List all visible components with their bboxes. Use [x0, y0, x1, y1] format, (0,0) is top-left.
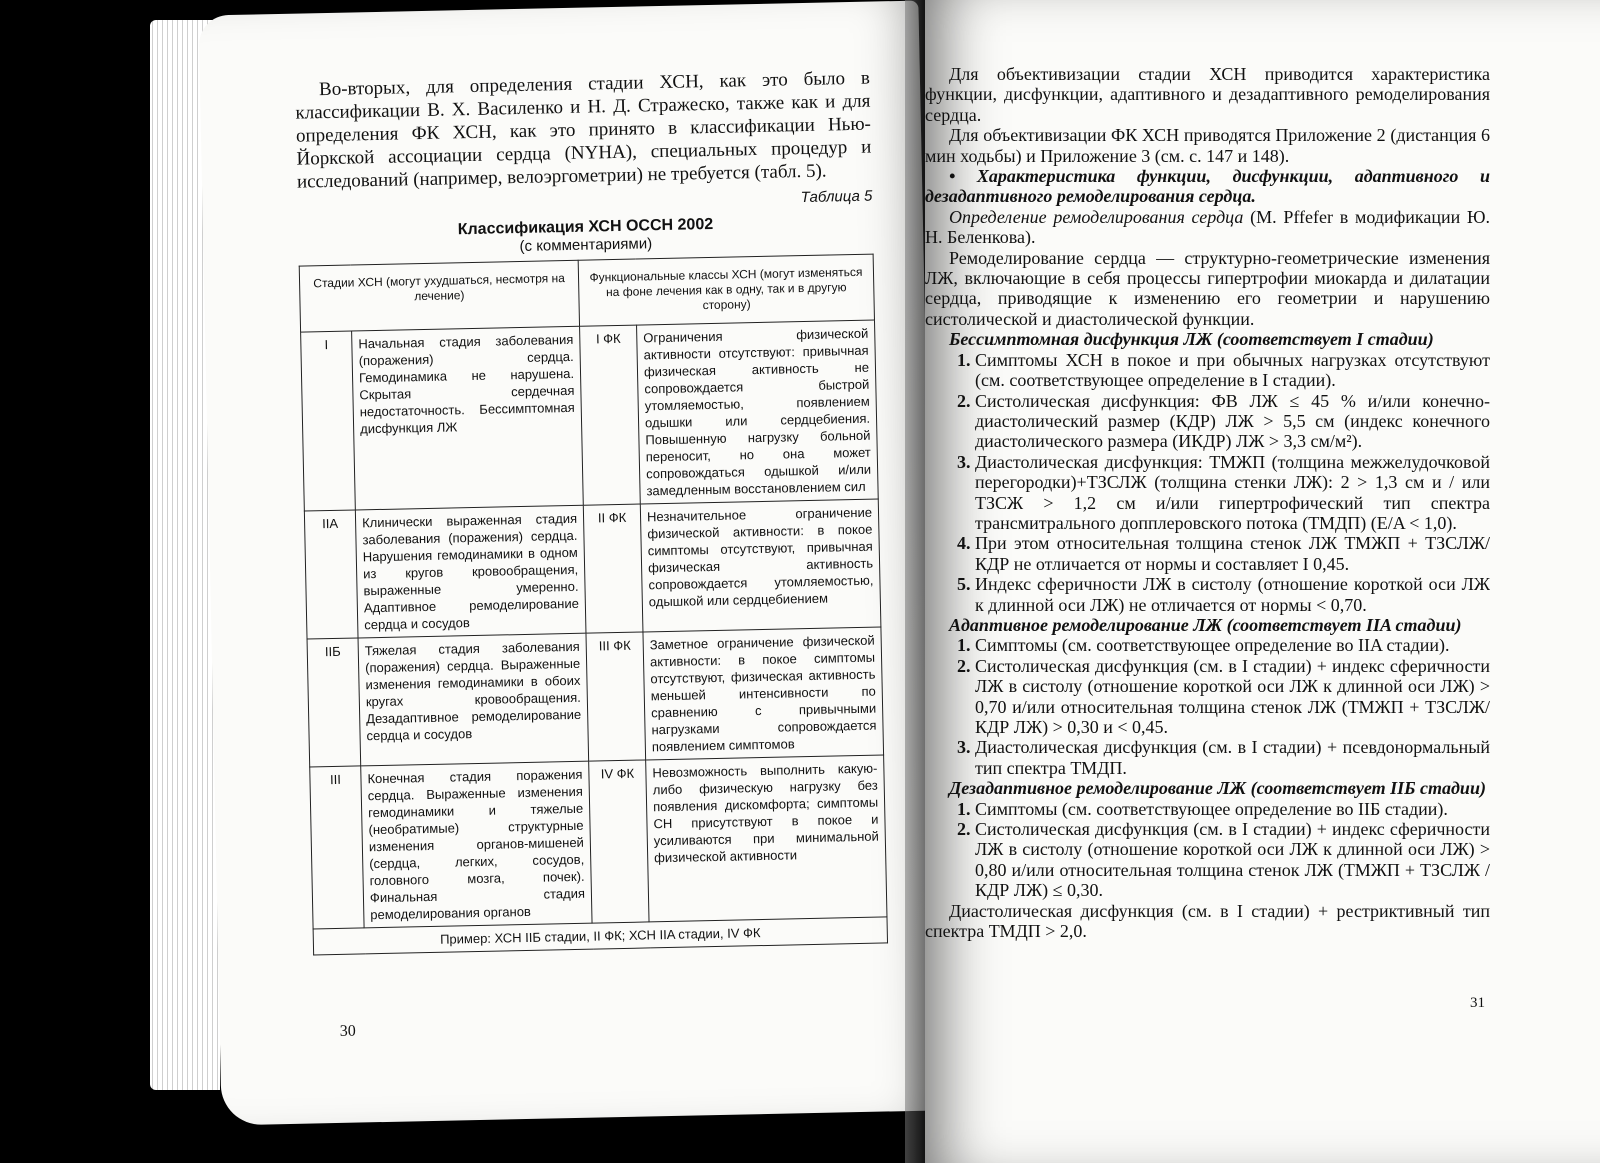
table-row: [304, 499, 881, 639]
table-row: [301, 320, 879, 511]
paragraph-diastolic-restrictive: Диастолическая дисфункция (см. в I стадии) + рестриктивный тип спектра ТМДП > 2,0.: [925, 900, 1490, 942]
table-subtitle: (с комментариями): [519, 235, 653, 255]
list-item: 5. Индекс сферичности ЛЖ в систолу (отношение короткой оси ЛЖ к длинной оси ЛЖ) не отличается от нормы < 0,70.: [975, 574, 1490, 615]
heading-asymptomatic-dysfunction: Бессимптомная дисфункция ЛЖ (соответствует I стадии): [949, 329, 1434, 350]
fc-description: Незначительное ограничение физической активности: в покое симптомы отсутствуют, привычная физическая активность сопровождается утомляемостью, одышкой или сердцебиением: [640, 499, 881, 632]
heading-adaptive-remodeling: Адаптивное ремоделирование ЛЖ (соответствует IIA стадии): [949, 614, 1462, 635]
stage-description: Клинически выраженная стадия заболевания (поражения) сердца. Нарушения гемодинамики в одном из кругов кровообращения, выраженные умеренно. Адаптивное ремоделирование сердца и сосудов: [355, 505, 586, 638]
definition-source: (M. Pffefer в модификации Ю. Н. Беленкова).: [925, 206, 1490, 248]
table-title: Классификация ХСН ОССН 2002: [457, 215, 714, 239]
left-page: [198, 1, 941, 1126]
table-row: [310, 755, 887, 929]
heading-maladaptive-remodeling: Дезадаптивное ремоделирование ЛЖ (соответствует IIБ стадии): [949, 778, 1486, 799]
page-number-left: 30: [339, 1022, 356, 1040]
list-item: 1. Симптомы ХСН в покое и при обычных нагрузках отсутствуют (см. соответствующее определение в I стадии).: [975, 350, 1490, 391]
fc-description: Невозможность выполнить какую-либо физическую нагрузку без появления дискомфорта; симптомы СН присутствуют в покое и усиливаются при минимальной физической активности: [646, 755, 887, 922]
right-page-content: [925, 64, 1490, 941]
fc-code: IV ФК: [589, 760, 649, 923]
left-page-content: [295, 67, 888, 956]
stage-code: IIБ: [307, 638, 361, 767]
stage-code: IIA: [304, 510, 358, 639]
fc-description: Ограничения физической активности отсутствуют: привычная физическая активность не сопровождается быстрой утомляемостью, появлением одышки или сердцебиения. Повышенную нагрузку больной переносит, но она может сопровождаться одышкой и/или замедленным восстановлением сил: [637, 320, 879, 504]
list-maladaptive: [925, 799, 1490, 901]
list-adaptive: [925, 635, 1490, 778]
stage-description: Тяжелая стадия заболевания (поражения) сердца. Выраженные изменения гемодинамики в обоих кругах кровообращения. Дезадаптивное ремоделирование сердца и сосудов: [358, 633, 589, 766]
fc-code: III ФК: [586, 632, 646, 761]
paragraph-remodeling-definition: [925, 207, 1490, 248]
list-item: 1. Симптомы (см. соответствующее определение во IIБ стадии).: [975, 799, 1490, 819]
definition-term: Определение ремоделирования сердца: [949, 206, 1244, 227]
intro-paragraph: Во-вторых, для определения стадии ХСН, как это было в классификации В. Х. Василенко и Н. Д. Стражеско, также как и для определения ФК ХСН, как это принято в классификации Нью-Йоркской ассоциации сердца (NYHA), специальных процедур и исследований (например, велоэргометрии) не требуется (табл. 5).: [295, 67, 872, 193]
list-asymptomatic: [925, 350, 1490, 615]
header-functional-classes: Функциональные классы ХСН (могут изменяться на фоне лечения как в одну, так и в другую сторону): [578, 254, 874, 326]
list-item: 3. Диастолическая дисфункция (см. в I стадии) + псевдонормальный тип спектра ТМДП.: [975, 737, 1490, 778]
table-caption: Таблица 5: [800, 187, 873, 207]
list-item: 2. Систолическая дисфункция (см. в I стадии) + индекс сферичности ЛЖ в систолу (отношение короткой оси ЛЖ к длинной оси ЛЖ) > 0,70 и/или относительная толщина стенок ЛЖ (ТМЖП + ТЗСЛЖ/КДР ЛЖ) > 0,30 и < 0,45.: [975, 656, 1490, 738]
right-page: [925, 0, 1600, 1163]
page-number-right: 31: [1470, 995, 1485, 1011]
list-item: 2. Систолическая дисфункция (см. в I стадии) + индекс сферичности ЛЖ в систолу (отношение короткой оси ЛЖ к длинной оси ЛЖ) > 0,80 и/или относительная толщина стенок ЛЖ (ТМЖП + ТЗСЛЖ / КДР ЛЖ) ≤ 0,30.: [975, 819, 1490, 901]
paragraph-remodeling: Ремоделирование сердца — структурно-геометрические изменения ЛЖ, включающие в себя процессы гипертрофии миокарда и дилатации сердца, приводящие к изменению его геометрии и нарушению систолической и диастолической функции.: [925, 247, 1490, 329]
classification-table: [299, 254, 888, 956]
stage-description: Конечная стадия поражения сердца. Выраженные изменения гемодинамики и тяжелые (необратимые) структурные изменения органов-мишеней (сердца, легких, сосудов, головного мозга, почек). Финальная стадия ремоделирования органов: [361, 761, 592, 928]
list-item: 4. При этом относительная толщина стенок ЛЖ ТМЖП + ТЗСЛЖ/КДР не отличается от нормы и составляет I 0,45.: [975, 533, 1490, 574]
header-stages: Стадии ХСН (могут ухудшаться, несмотря на лечение): [299, 260, 579, 332]
stage-code: I: [301, 331, 356, 511]
paragraph-fc-objectivization: Для объективизации ФК ХСН приводятся Приложение 2 (дистанция 6 мин ходьбы) и Приложение 3 (см. с. 147 и 148).: [925, 125, 1490, 166]
paragraph-stage-objectivization: Для объективизации стадии ХСН приводится характеристика функции, дисфункции, адаптивного и дезадаптивного ремоделирования сердца.: [925, 64, 1490, 125]
section-heading-function: • Характеристика функции, дисфункции, адаптивного и дезадаптивного ремоделирования сердца.: [925, 166, 1490, 207]
fc-code: I ФК: [580, 325, 641, 505]
list-item: 2. Систолическая дисфункция: ФВ ЛЖ ≤ 45 % и/или конечно-диастолический размер (КДР) ЛЖ > 5,5 см (индекс конечного диастолического размера (ИКДР) ЛЖ > 3,3 см/м²).: [975, 391, 1490, 452]
list-item: 1. Симптомы (см. соответствующее определение во IIA стадии).: [975, 635, 1490, 655]
stage-description: Начальная стадия заболевания (поражения) сердца. Гемодинамика не нарушена. Скрытая сердечная недостаточность. Бессимптомная дисфункция ЛЖ: [352, 326, 584, 510]
fc-code: II ФК: [583, 504, 643, 633]
table-header-row: [299, 254, 874, 332]
table-example: Пример: ХСН IIБ стадии, II ФК; ХСН IIA стадии, IV ФК: [313, 917, 887, 955]
list-item: 3. Диастолическая дисфункция: ТМЖП (толщина межжелудочковой перегородки)+ТЗСЛЖ (толщина стенки ЛЖ): 2 > 1,3 см и / или ТЗСЖ > 1,2 см и/или гипертрофический тип спектра трансмитрального допплеровского потока (ТМДП) (E/A < 1,0).: [975, 452, 1490, 534]
fc-description: Заметное ограничение физической активности: в покое симптомы отсутствуют, физическая активность меньшей интенсивности по сравнению с привычными нагрузками сопровождается появлением симптомов: [643, 627, 884, 760]
table-row: [307, 627, 884, 767]
stage-code: III: [310, 766, 364, 929]
